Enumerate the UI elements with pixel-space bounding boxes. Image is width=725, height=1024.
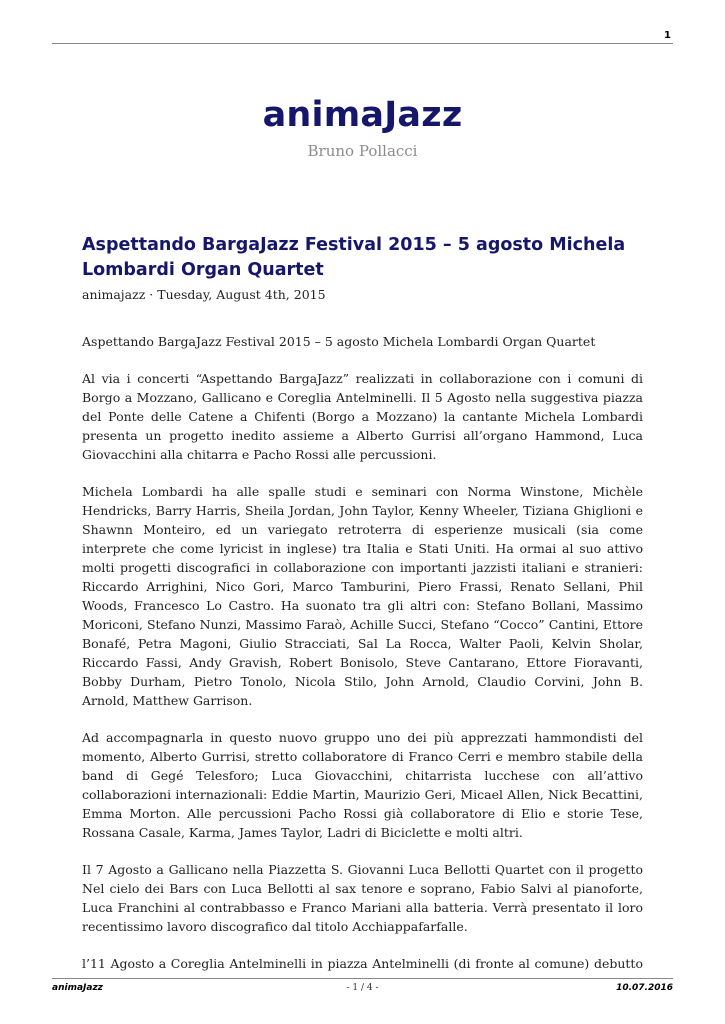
page-number: 1 xyxy=(664,30,671,41)
footer-page-count: - 1 / 4 - xyxy=(346,983,379,993)
post-paragraph: Al via i concerti “Aspettando BargaJazz” realizzati in collaborazione con i comuni di Borgo a Mozzano, Gallicano e Coreglia Antelminelli. Il 5 Agosto nella suggestiva piazza del Ponte delle Catene a Chifenti (Borgo a Mozzano) la cantante Michela Lombardi presenta un progetto inedito assieme a Alberto Gurrisi all’organo Hammond, Luca Giovacchini alla chitarra e Pacho Rossi alle percussioni. xyxy=(82,371,643,462)
header-rule xyxy=(52,43,673,44)
site-subtitle: Bruno Pollacci xyxy=(307,142,418,160)
post-title: Aspettando BargaJazz Festival 2015 – 5 agosto Michela Lombardi Organ Quartet xyxy=(82,235,626,280)
footer-rule xyxy=(52,978,673,979)
footer-site-name: animaJazz xyxy=(52,983,103,993)
post-paragraph: Aspettando BargaJazz Festival 2015 – 5 agosto Michela Lombardi Organ Quartet xyxy=(82,334,596,349)
post-meta: animajazz · Tuesday, August 4th, 2015 xyxy=(82,287,326,302)
post-content xyxy=(82,233,643,973)
post-paragraph: Ad accompagnarla in questo nuovo gruppo uno dei più apprezzati hammondisti del momento, Alberto Gurrisi, stretto collaboratore di Franco Cerri e membro stabile della band di Gegé Telesforo; Luca Giovacchini, chitarrista lucchese con all’attivo collaborazioni internazionali: Eddie Martin, Maurizio Geri, Micael Allen, Nick Becattini, Emma Morton. Alle percussioni Pacho Rossi già collaboratore di Elio e storie Tese, Rossana Casale, Karma, James Taylor, Ladri di Biciclette e molti altri. xyxy=(82,730,643,840)
post-paragraph: Michela Lombardi ha alle spalle studi e seminari con Norma Winstone, Michèle Hendricks, Barry Harris, Sheila Jordan, John Taylor, Kenny Wheeler, Tiziana Ghiglioni e Shawnn Monteiro, ed un variegato retroterra di esperienze musicali (sia come interprete che come lyricist in inglese) tra Italia e Stati Uniti. Ha ormai al suo attivo molti progetti discografici in collaborazione con importanti jazzisti italiani e stranieri: Riccardo Arrighini, Nico Gori, Marco Tamburini, Piero Frassi, Renato Sellani, Phil Woods, Francesco Lo Castro. Ha suonato tra gli altri con: Stefano Bollani, Massimo Moriconi, Stefano Nunzi, Massimo Faraò, Achille Succi, Stefano “Cocco” Cantini, Ettore Bonafé, Petra Magoni, Giulio Stracciati, Sal La Rocca, Walter Paoli, Kelvin Sholar, Riccardo Fassi, Andy Gravish, Robert Bonisolo, Steve Cantarano, Ettore Fioravanti, Bobby Durham, Pietro Tonolo, Nicola Stilo, John Arnold, Claudio Corvini, John B. Arnold, Matthew Garrison. xyxy=(82,484,643,708)
site-title: animaJazz xyxy=(262,95,463,135)
post-paragraph: Il 7 Agosto a Gallicano nella Piazzetta S. Giovanni Luca Bellotti Quartet con il progetto Nel cielo dei Bars con Luca Bellotti al sax tenore e soprano, Fabio Salvi al pianoforte, Luca Franchini al contrabbasso e Franco Mariani alla batteria. Verrà presentato il loro recentissimo lavoro discografico dal titolo Acchiappafarfalle. xyxy=(82,862,643,934)
post-paragraph: l’11 Agosto a Coreglia Antelminelli in piazza Antelminelli (di fronte al comune) debutto xyxy=(82,956,643,971)
footer-date: 10.07.2016 xyxy=(616,983,673,993)
